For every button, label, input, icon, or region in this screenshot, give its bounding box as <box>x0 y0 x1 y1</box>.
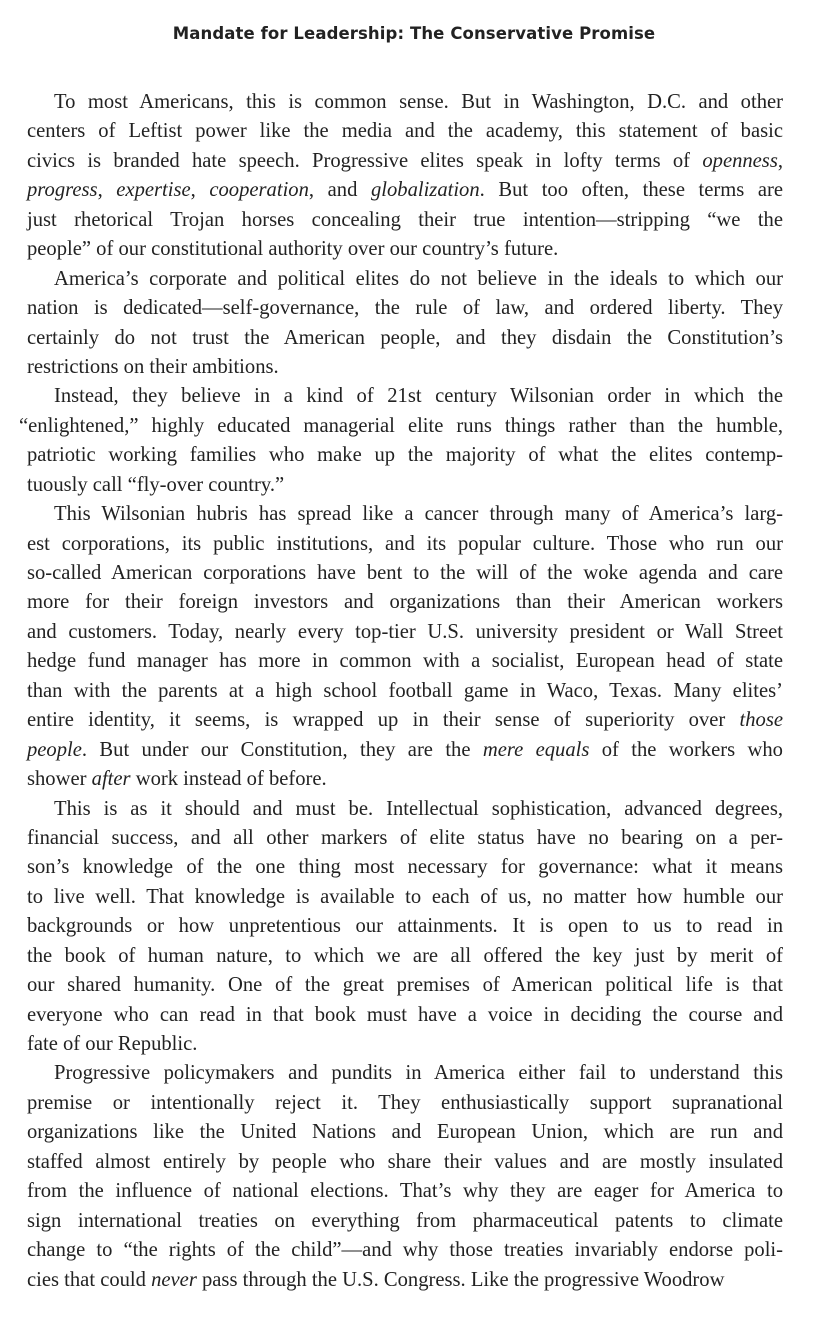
text-line <box>27 1148 783 1177</box>
text-run: “enlightened,” highly educated managerial elite runs things rather than the humble, <box>19 414 783 437</box>
text-line <box>27 883 783 912</box>
text-line <box>27 324 783 353</box>
text-run: change to “the rights of the child”—and why those treaties invariably endorse poli- <box>27 1239 783 1262</box>
text-line <box>27 853 783 882</box>
text-run: from the influence of national elections. That’s why they are eager for America to <box>27 1180 783 1203</box>
italic-text: cooperation <box>209 179 309 202</box>
text-line <box>27 706 783 735</box>
text-line <box>27 1266 783 1295</box>
paragraph <box>27 88 783 265</box>
text-line <box>27 1059 783 1088</box>
text-run: staffed almost entirely by people who share their values and are mostly insulated <box>27 1150 783 1173</box>
text-line <box>27 206 783 235</box>
italic-text: openness <box>702 149 778 172</box>
text-line <box>27 1118 783 1147</box>
text-line <box>27 1177 783 1206</box>
text-line <box>27 588 783 617</box>
paragraph <box>27 1059 783 1295</box>
text-run: This is as it should and must be. Intellectual sophistication, advanced degrees, <box>54 797 783 820</box>
text-run: more for their foreign investors and organizations than their American workers <box>27 591 783 614</box>
text-run: Progressive policymakers and pundits in America either fail to understand this <box>54 1062 783 1085</box>
text-line <box>27 353 783 382</box>
text-line <box>27 117 783 146</box>
text-line <box>27 294 783 323</box>
text-run: cies that could <box>27 1268 152 1291</box>
text-run: and customers. Today, nearly every top-tier U.S. university president or Wall Street <box>27 620 783 643</box>
text-run: To most Americans, this is common sense. But in Washington, D.C. and other <box>54 91 783 113</box>
text-line <box>19 412 783 441</box>
text-line <box>27 618 783 647</box>
text-run: This Wilsonian hubris has spread like a cancer through many of America’s larg- <box>54 503 783 526</box>
italic-text: progress <box>27 179 98 202</box>
italic-text: people <box>27 738 82 761</box>
text-run: shower <box>27 768 92 791</box>
paragraph <box>27 500 783 794</box>
text-run: , <box>777 149 783 172</box>
text-line <box>27 912 783 941</box>
text-run: centers of Leftist power like the media and the academy, this statement of basic <box>27 120 783 143</box>
text-line <box>27 530 783 559</box>
text-line <box>27 736 783 765</box>
text-run: fate of our Republic. <box>27 1033 198 1055</box>
text-line <box>27 677 783 706</box>
text-run: certainly do not trust the American people, and they disdain the Constitution’s <box>27 326 783 349</box>
italic-text: expertise <box>116 179 191 202</box>
text-run: America’s corporate and political elites do not believe in the ideals to which our <box>54 267 783 290</box>
text-line <box>27 942 783 971</box>
text-run: . But too often, these terms are <box>479 179 784 202</box>
text-line <box>27 235 783 264</box>
text-line <box>27 824 783 853</box>
text-run: backgrounds or how unpretentious our attainments. It is open to us to read in <box>27 915 783 938</box>
text-line <box>27 176 783 205</box>
paragraph <box>19 382 783 500</box>
text-line <box>27 1030 783 1059</box>
text-run: sign international treaties on everything from pharmaceutical patents to climate <box>27 1209 783 1232</box>
text-line <box>27 795 783 824</box>
text-run: hedge fund manager has more in common with a socialist, European head of state <box>27 650 783 673</box>
text-run: civics is branded hate speech. Progressive elites speak in lofty terms of <box>27 149 703 172</box>
text-run: tuously call “fly-over country.” <box>27 473 285 496</box>
text-line <box>27 471 783 500</box>
text-line <box>27 147 783 176</box>
text-run: everyone who can read in that book must have a voice in deciding the course and <box>27 1003 783 1026</box>
paragraph <box>27 795 783 1060</box>
text-run: son’s knowledge of the one thing most necessary for governance: what it means <box>27 856 783 879</box>
text-run: so-called American corporations have bent to the will of the woke agenda and care <box>27 562 783 584</box>
running-header: Mandate for Leadership: The Conservative Promise <box>172 24 656 43</box>
text-line <box>27 559 783 588</box>
italic-text: those <box>739 709 783 732</box>
text-line <box>27 441 783 470</box>
text-line <box>27 88 783 117</box>
text-line <box>27 765 783 794</box>
body-text <box>19 88 784 1295</box>
text-line <box>27 1089 783 1118</box>
text-run: organizations like the United Nations and European Union, which are run and <box>27 1121 783 1144</box>
text-run: the book of human nature, to which we are all offered the key just by merit of <box>27 944 783 967</box>
text-run: just rhetorical Trojan horses concealing their true intention—stripping “we the <box>27 208 783 231</box>
text-run: premise or intentionally reject it. They enthusiastically support supranational <box>27 1091 783 1114</box>
text-line <box>27 382 783 411</box>
italic-text: globalization <box>370 179 480 202</box>
text-run: than with the parents at a high school football game in Waco, Texas. Many elites’ <box>27 679 783 702</box>
text-run: , <box>190 179 210 202</box>
text-run: of the workers who <box>589 738 783 761</box>
text-run: patriotic working families who make up the majority of what the elites contemp- <box>27 444 783 467</box>
text-run: Instead, they believe in a kind of 21st century Wilsonian order in which the <box>54 385 783 408</box>
text-run: work instead of before. <box>130 768 327 791</box>
text-line <box>27 971 783 1000</box>
text-run: , <box>97 179 117 202</box>
italic-text: never <box>151 1268 197 1291</box>
text-run: our shared humanity. One of the great premises of American political life is that <box>27 974 783 997</box>
text-run: restrictions on their ambitions. <box>27 355 279 378</box>
text-run: entire identity, it seems, is wrapped up in their sense of superiority over <box>27 709 740 732</box>
text-line <box>27 265 783 294</box>
text-run: est corporations, its public institutions, and its popular culture. Those who run our <box>27 532 783 555</box>
text-run: pass through the U.S. Congress. Like the progressive Woodrow <box>196 1268 725 1291</box>
text-run: , and <box>308 179 371 202</box>
italic-text: mere equals <box>482 738 590 761</box>
text-run: . But under our Constitution, they are the <box>81 738 483 761</box>
text-run: to live well. That knowledge is available to each of us, no matter how humble our <box>27 885 783 908</box>
text-line <box>27 1001 783 1030</box>
text-line <box>27 1207 783 1236</box>
text-line <box>27 1236 783 1265</box>
text-run: nation is dedicated—self-governance, the rule of law, and ordered liberty. They <box>27 297 783 320</box>
italic-text: after <box>91 768 131 791</box>
text-line <box>27 647 783 676</box>
text-run: people” of our constitutional authority over our country’s future. <box>27 238 559 261</box>
paragraph <box>27 265 783 383</box>
text-line <box>27 500 783 529</box>
text-run: financial success, and all other markers of elite status have no bearing on a per- <box>27 826 783 849</box>
